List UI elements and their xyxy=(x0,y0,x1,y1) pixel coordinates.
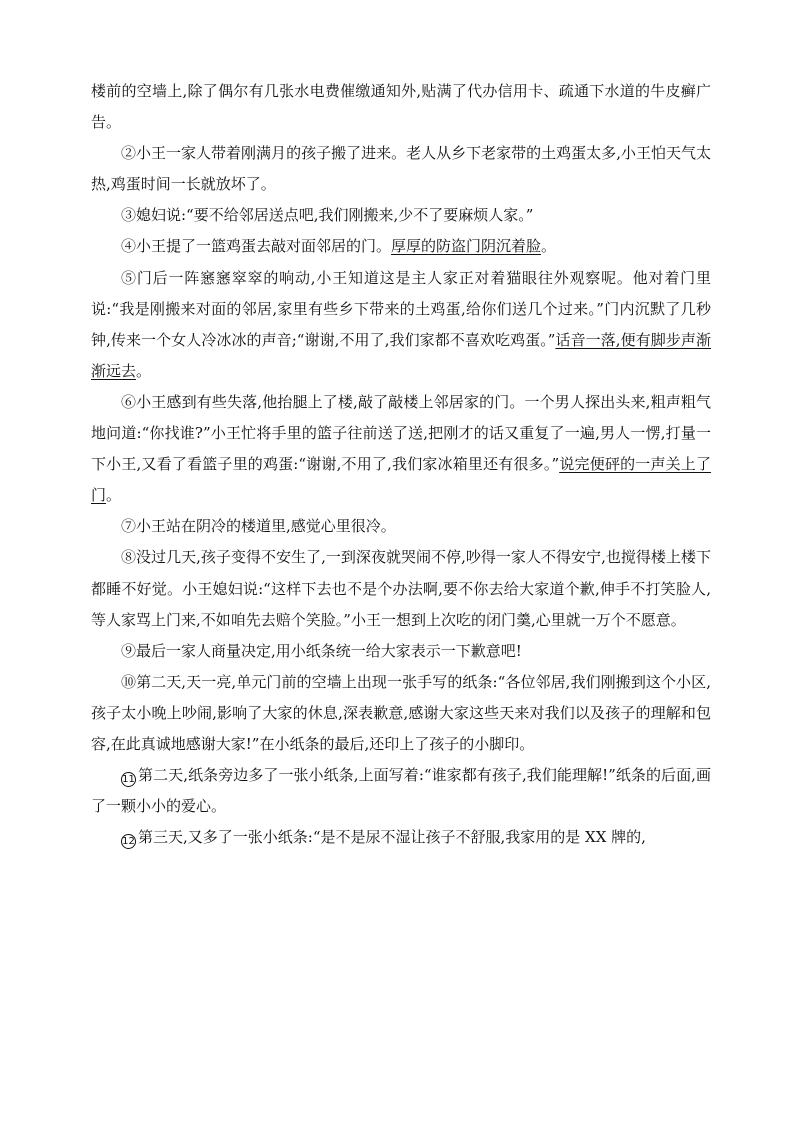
paragraph-text: 。 xyxy=(136,361,152,380)
paragraph-12 xyxy=(91,822,711,853)
underlined-phrase: 厚厚的防盗门阴沉着脸 xyxy=(391,237,542,256)
paragraph-10 xyxy=(91,667,711,760)
paragraph-text: ⑨最后一家人商量决定,用小纸条统一给大家表示一下歉意吧! xyxy=(121,641,522,660)
paragraph-text: 第二天,纸条旁边多了一张小纸条,上面写着:“谁家都有孩子,我们能理解!”纸条的后面,画了一颗小小的爱心。 xyxy=(91,766,711,816)
paragraph-text: ⑦小王站在阴冷的楼道里,感觉心里很冷。 xyxy=(121,517,396,536)
circled-number: 11 xyxy=(122,774,135,786)
paragraph-3 xyxy=(91,200,711,231)
paragraph-text: 。 xyxy=(541,237,557,256)
paragraph-text: ⑩第二天,天一亮,单元门前的空墙上出现一张手写的纸条:“各位邻居,我们刚搬到这个小区,孩子太小晚上吵闹,影响了大家的休息,深表歉意,感谢大家这些天来对我们以及孩子的理解和包容,在此真诚地感谢大家!”在小纸条的最后,还印上了孩子的小脚印。 xyxy=(91,672,711,753)
paragraph-text: 楼前的空墙上,除了偶尔有几张水电费催缴通知外,贴满了代办信用卡、疏通下水道的牛皮癣广告。 xyxy=(91,82,711,132)
paragraph-text: 。 xyxy=(106,486,122,505)
paragraph-11 xyxy=(91,760,711,822)
paragraph-text: ④小王提了一篮鸡蛋去敲对面邻居的门。 xyxy=(121,237,392,256)
paragraph-text: ②小王一家人带着刚满月的孩子搬了进来。老人从乡下老家带的土鸡蛋太多,小王怕天气太热,鸡蛋时间一长就放坏了。 xyxy=(91,144,711,194)
paragraph-2 xyxy=(91,138,711,200)
underlined-phrase: 说完便砰的一声关上了门 xyxy=(91,455,711,505)
story-body xyxy=(91,76,711,853)
paragraph-text: ⑧没过几天,孩子变得不安生了,一到深夜就哭闹不停,吵得一家人不得安宁,也搅得楼上楼下都睡不好觉。小王媳妇说:“这样下去也不是个办法啊,要不你去给大家道个歉,伸手不打笑脸人,等人家骂上门来,不如咱先去赔个笑脸。”小王一想到上次吃的闭门羹,心里就一万个不愿意。 xyxy=(91,548,711,629)
paragraph-text: ⑥小王感到有些失落,他抬腿上了楼,敲了敲楼上邻居家的门。一个男人探出头来,粗声粗气地问道:“你找谁?”小王忙将手里的篮子往前送了送,把刚才的话又重复了一遍,男人一愣,打量一下小王,又看了看篮子里的鸡蛋:“谢谢,不用了,我们家冰箱里还有很多。” xyxy=(91,392,711,474)
paragraph-5 xyxy=(91,263,711,387)
paragraph-7 xyxy=(91,511,711,542)
circled-number: 12 xyxy=(122,836,135,848)
underlined-phrase: 话音一落,便有脚步声渐渐远去 xyxy=(91,330,711,380)
paragraph-text: 第三天,又多了一张小纸条:“是不是尿不湿让孩子不舒服,我家用的是 XX 牌的, xyxy=(138,828,646,847)
paragraph-6 xyxy=(91,387,711,511)
paragraph-1 xyxy=(91,76,711,138)
paragraph-text: ③媳妇说:“要不给邻居送点吧,我们刚搬来,少不了要麻烦人家。” xyxy=(121,206,534,225)
paragraph-text: ⑤门后一阵窸窸窣窣的响动,小王知道这是主人家正对着猫眼往外观察呢。他对着门里说:“我是刚搬来对面的邻居,家里有些乡下带来的土鸡蛋,给你们送几个过来。”门内沉默了几秒钟,传来一个女人冷冰冰的声音;“谢谢,不用了,我们家都不喜欢吃鸡蛋。” xyxy=(91,268,711,349)
paragraph-8 xyxy=(91,542,711,635)
paragraph-4 xyxy=(91,231,711,262)
paragraph-9 xyxy=(91,636,711,667)
